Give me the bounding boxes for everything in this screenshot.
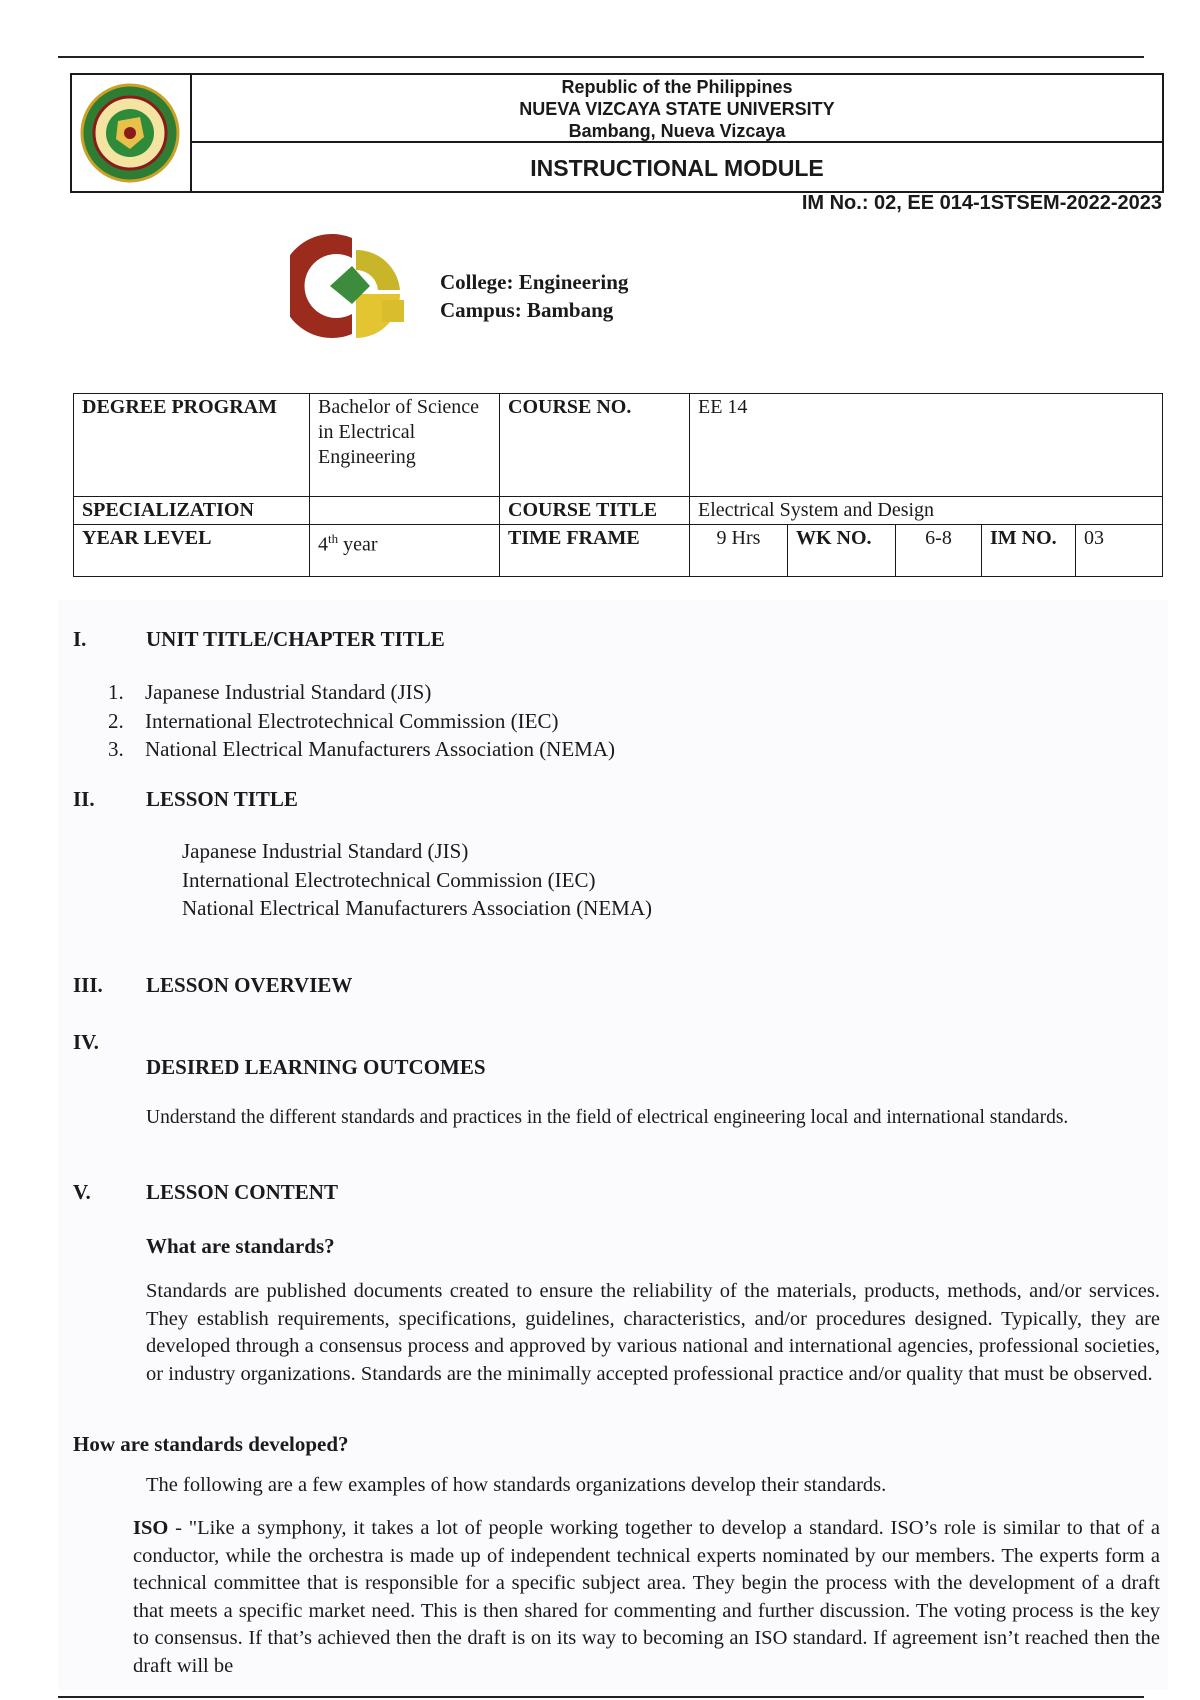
- seal-cell: [72, 75, 192, 191]
- learning-outcome-text: Understand the different standards and practices in the field of electrical engineering local and international standards.: [146, 1107, 1069, 1128]
- iso-label: ISO: [133, 1517, 169, 1539]
- section-number: II.: [73, 787, 95, 811]
- table-row: [74, 497, 1163, 525]
- section-title: DESIRED LEARNING OUTCOMES: [146, 1055, 486, 1079]
- list-item: International Electrotechnical Commission (IEC): [182, 867, 596, 892]
- college-name: College: Engineering: [440, 270, 629, 294]
- list-item: Japanese Industrial Standard (JIS): [182, 839, 469, 863]
- im-no-label: IM NO.: [982, 525, 1076, 577]
- im-no-value: 03: [1076, 525, 1163, 577]
- section-number: I.: [73, 627, 87, 651]
- subheading-what-are-standards: What are standards?: [146, 1234, 335, 1258]
- course-title-value: Electrical System and Design: [690, 497, 1163, 525]
- section-title: LESSON TITLE: [146, 787, 298, 811]
- time-frame-value: 9 Hrs: [690, 525, 788, 577]
- specialization-label: SPECIALIZATION: [74, 497, 310, 525]
- top-rule: [58, 56, 1144, 58]
- unit-title-list: [108, 678, 615, 764]
- year-level-label: YEAR LEVEL: [74, 525, 310, 577]
- engineering-college-logo-icon: [290, 230, 420, 340]
- module-label: INSTRUCTIONAL MODULE: [530, 155, 824, 181]
- wk-no-label: WK NO.: [788, 525, 896, 577]
- lesson-title-list: [182, 837, 652, 923]
- course-no-label: COURSE NO.: [500, 394, 690, 497]
- university-seal-icon: [78, 81, 182, 185]
- list-item: National Electrical Manufacturers Association (NEMA): [182, 896, 653, 920]
- section-number: IV.: [73, 1030, 99, 1054]
- year-level-suffix: th: [328, 531, 339, 546]
- section-title: LESSON OVERVIEW: [146, 973, 353, 997]
- header-line-2: NUEVA VIZCAYA STATE UNIVERSITY: [519, 99, 835, 119]
- list-item: 3. National Electrical Manufacturers Association (NEMA): [108, 737, 616, 761]
- specialization-value: [310, 497, 500, 525]
- document-header: [70, 73, 1164, 193]
- course-title-label: COURSE TITLE: [500, 497, 690, 525]
- subheading-how-developed: How are standards developed?: [73, 1432, 349, 1456]
- header-line-1: Republic of the Philippines: [561, 77, 793, 97]
- bottom-rule: [58, 1696, 1144, 1698]
- list-item: 1. Japanese Industrial Standard (JIS): [108, 680, 432, 704]
- table-row: [74, 525, 1163, 577]
- header-institution: [192, 75, 1162, 143]
- year-level-word: year: [338, 533, 378, 556]
- section-title: LESSON CONTENT: [146, 1180, 338, 1204]
- examples-intro-paragraph: The following are a few examples of how standards organizations develop their standards.: [146, 1474, 887, 1496]
- standards-definition-paragraph: Standards are published documents created to ensure the reliability of the materials, products, methods, and/or services. They establish requirements, specifications, guidelines, characteristics, and/or procedures designed. Typically, they are developed through a consensus process and approved by various national and international agencies, professional societies, or industry organizations. Standards are the minimally accepted professional practice and/or quality that must be observed.: [146, 1280, 1160, 1385]
- college-logo: [290, 230, 420, 345]
- wk-no-value: 6-8: [896, 525, 982, 577]
- section-number: V.: [73, 1180, 91, 1204]
- iso-paragraph: [133, 1515, 1160, 1680]
- degree-program-label: DEGREE PROGRAM: [74, 394, 310, 497]
- course-no-value: EE 14: [690, 394, 1163, 497]
- section-number: III.: [73, 973, 103, 997]
- iso-text: - "Like a symphony, it takes a lot of people working together to develop a standard. ISO’s role is similar to that of a conductor, while the orchestra is made up of independent technical experts nominated by our members. The experts form a technical committee that is responsible for a specific subject area. They begin the process with the development of a draft that meets a specific market need. This is then shared for commenting and further discussion. The voting process is the key to consensus. If that’s achieved then the draft is on its way to becoming an ISO standard. If agreement isn’t reached then the draft will be: [133, 1517, 1160, 1677]
- table-row: [74, 394, 1163, 497]
- year-level-number: 4: [318, 533, 328, 556]
- header-line-3: Bambang, Nueva Vizcaya: [568, 121, 786, 141]
- course-info-table: [73, 393, 1163, 577]
- campus-name: Campus: Bambang: [440, 298, 614, 322]
- degree-program-value: Bachelor of Science in Electrical Engineering: [310, 394, 500, 497]
- section-title: UNIT TITLE/CHAPTER TITLE: [146, 627, 445, 651]
- im-number: IM No.: 02, EE 014-1STSEM-2022-2023: [801, 192, 1162, 214]
- list-item: 2. International Electrotechnical Commission (IEC): [108, 708, 559, 733]
- college-info: [440, 268, 628, 324]
- year-level-value: [310, 525, 500, 577]
- time-frame-label: TIME FRAME: [500, 525, 690, 577]
